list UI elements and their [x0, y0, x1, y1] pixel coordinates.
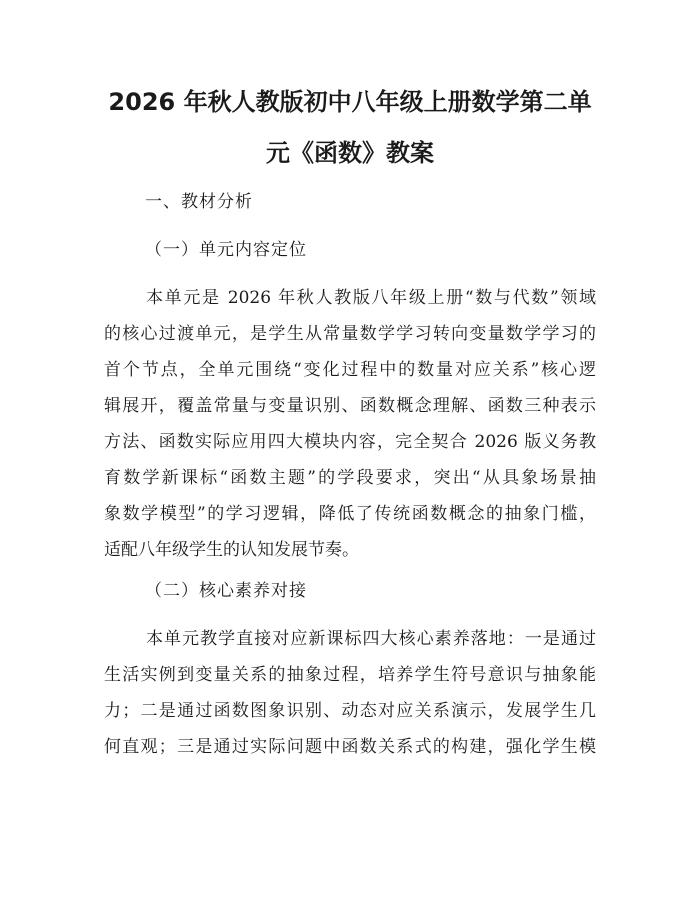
paragraph-core-literacy — [104, 628, 596, 768]
paragraph-line: 辑展开，覆盖常量与变量识别、函数概念理解、函数三种表示 — [104, 396, 596, 416]
paragraph-line: 本单元是 2026 年秋人教版八年级上册“数与代数”领域 — [146, 288, 596, 308]
paragraph-unit-positioning — [104, 287, 596, 560]
document-title-line-1: 2026 年秋人教版初中八年级上册数学第二单 — [108, 88, 592, 116]
paragraph-line: 生活实例到变量关系的抽象过程，培养学生符号意识与抽象能 — [104, 665, 596, 685]
paragraph-line: 方法、函数实际应用四大模块内容，完全契合 2026 版义务教 — [104, 432, 596, 452]
paragraph-line: 首个节点，全单元围绕“变化过程中的数量对应关系”核心逻 — [104, 360, 596, 380]
subsection-heading-unit-positioning: （一）单元内容定位 — [145, 240, 307, 260]
section-heading-teaching-material-analysis: 一、教材分析 — [145, 192, 253, 212]
paragraph-line: 本单元教学直接对应新课标四大核心素养落地：一是通过 — [146, 629, 596, 649]
paragraph-line: 适配八年级学生的认知发展节奏。 — [104, 540, 359, 560]
paragraph-line: 何直观；三是通过实际问题中函数关系式的构建，强化学生模 — [104, 737, 596, 757]
subsection-heading-core-literacy: （二）核心素养对接 — [145, 581, 307, 601]
paragraph-line: 力；二是通过函数图象识别、动态对应关系演示，发展学生几 — [104, 701, 596, 721]
document-title-line-2: 元《函数》教案 — [266, 139, 434, 167]
paragraph-line: 象数学模型”的学习逻辑，降低了传统函数概念的抽象门槛， — [104, 504, 596, 524]
paragraph-line: 育数学新课标“函数主题”的学段要求，突出“从具象场景抽 — [104, 468, 596, 488]
paragraph-line: 的核心过渡单元，是学生从常量数学学习转向变量数学学习的 — [104, 324, 596, 344]
